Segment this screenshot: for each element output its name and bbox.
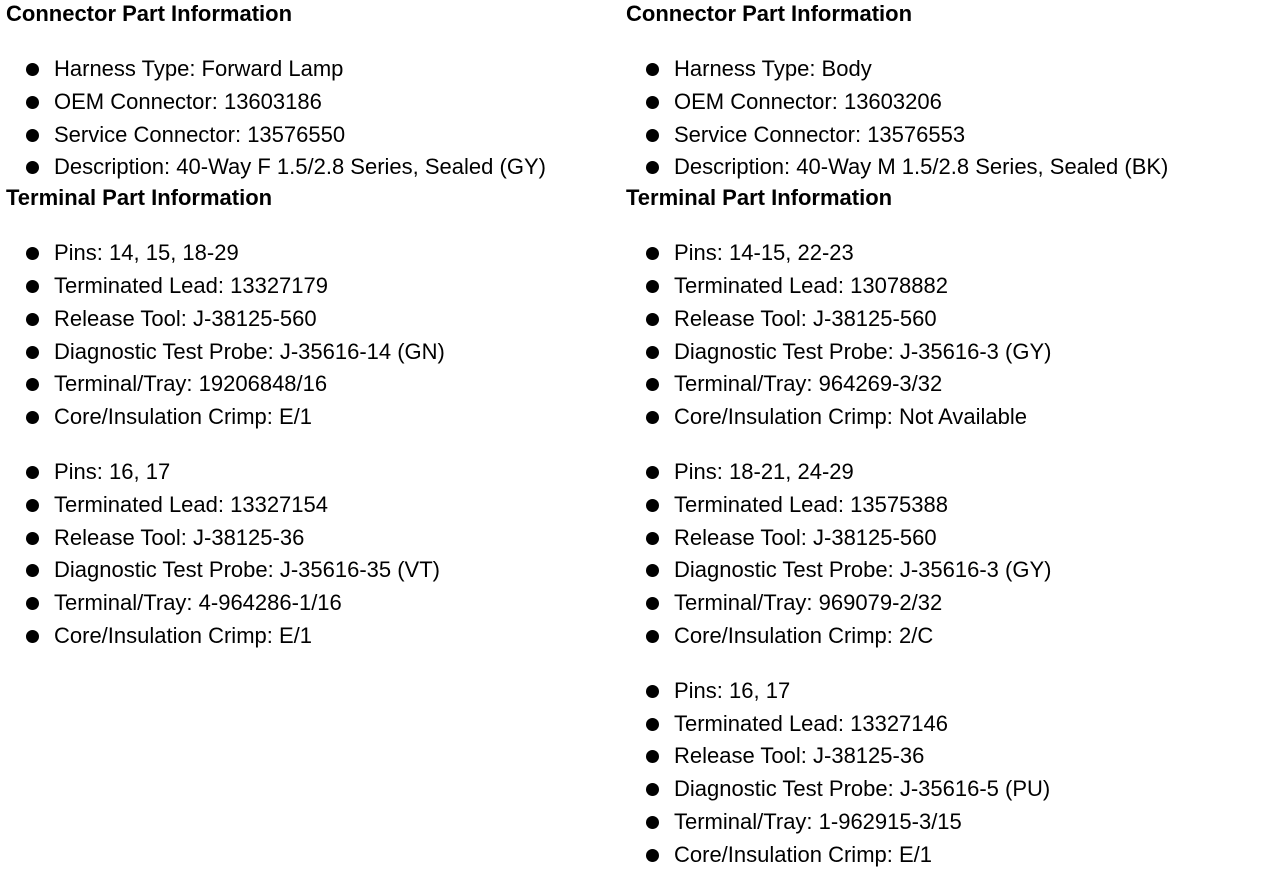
list-item: Release Tool: J-38125-560 [626,522,1256,555]
bullet-icon [26,378,39,391]
list-item: OEM Connector: 13603206 [626,86,1256,119]
list-item: Core/Insulation Crimp: E/1 [6,620,616,653]
bullet-icon [646,346,659,359]
list-item: Diagnostic Test Probe: J-35616-5 (PU) [626,773,1256,806]
list-item: Release Tool: J-38125-560 [626,303,1256,336]
list-item: Release Tool: J-38125-36 [6,522,616,555]
bullet-icon [646,313,659,326]
list-item: Core/Insulation Crimp: 2/C [626,620,1256,653]
bullet-icon [646,750,659,763]
bullet-icon [26,63,39,76]
list-item: Terminated Lead: 13575388 [626,489,1256,522]
list-item: Harness Type: Forward Lamp [6,53,616,86]
list-item: Terminated Lead: 13327179 [6,270,616,303]
connector-list [626,53,1256,184]
bullet-icon [26,597,39,610]
list-item: Terminal/Tray: 4-964286-1/16 [6,587,616,620]
bullet-icon [26,532,39,545]
bullet-icon [646,564,659,577]
bullet-icon [646,161,659,174]
list-item: Description: 40-Way F 1.5/2.8 Series, Sealed (GY) [6,151,616,184]
list-item: Core/Insulation Crimp: E/1 [6,401,616,434]
terminal-heading: Terminal Part Information [6,185,273,211]
bullet-icon [26,161,39,174]
list-item: Diagnostic Test Probe: J-35616-3 (GY) [626,554,1256,587]
bullet-icon [646,783,659,796]
bullet-icon [646,96,659,109]
list-item: Release Tool: J-38125-560 [6,303,616,336]
bullet-icon [646,532,659,545]
list-item: Diagnostic Test Probe: J-35616-14 (GN) [6,336,616,369]
list-item: Pins: 18-21, 24-29 [626,456,1256,489]
list-item: Diagnostic Test Probe: J-35616-35 (VT) [6,554,616,587]
bullet-icon [26,129,39,142]
bullet-icon [646,816,659,829]
bullet-icon [646,466,659,479]
bullet-icon [26,96,39,109]
list-item: Description: 40-Way M 1.5/2.8 Series, Sealed (BK) [626,151,1256,184]
bullet-icon [26,280,39,293]
connector-list [6,53,616,184]
terminal-heading: Terminal Part Information [626,185,893,211]
list-item: Harness Type: Body [626,53,1256,86]
list-item: Diagnostic Test Probe: J-35616-3 (GY) [626,336,1256,369]
bullet-icon [646,247,659,260]
list-item: Terminal/Tray: 1-962915-3/15 [626,806,1256,839]
list-item: Pins: 16, 17 [626,675,1256,708]
bullet-icon [646,718,659,731]
list-item: OEM Connector: 13603186 [6,86,616,119]
terminal-group-list [6,456,616,653]
bullet-icon [646,685,659,698]
bullet-icon [646,597,659,610]
bullet-icon [26,313,39,326]
terminal-group-list [6,237,616,434]
bullet-icon [646,378,659,391]
list-item: Terminal/Tray: 19206848/16 [6,368,616,401]
list-item: Release Tool: J-38125-36 [626,740,1256,773]
bullet-icon [26,499,39,512]
connector-heading: Connector Part Information [626,1,913,26]
list-item: Terminal/Tray: 964269-3/32 [626,368,1256,401]
bullet-icon [646,499,659,512]
terminal-group-list [626,456,1256,653]
list-item: Terminated Lead: 13327154 [6,489,616,522]
bullet-icon [26,564,39,577]
terminal-group-list [626,237,1256,434]
list-item: Pins: 14, 15, 18-29 [6,237,616,270]
list-item: Core/Insulation Crimp: E/1 [626,839,1256,872]
list-item: Core/Insulation Crimp: Not Available [626,401,1256,434]
connector-heading: Connector Part Information [6,1,293,26]
bullet-icon [646,630,659,643]
list-item: Terminal/Tray: 969079-2/32 [626,587,1256,620]
bullet-icon [26,247,39,260]
list-item: Service Connector: 13576553 [626,119,1256,152]
list-item: Pins: 16, 17 [6,456,616,489]
bullet-icon [646,280,659,293]
bullet-icon [646,849,659,862]
bullet-icon [26,466,39,479]
bullet-icon [646,129,659,142]
bullet-icon [26,411,39,424]
bullet-icon [26,630,39,643]
bullet-icon [646,411,659,424]
list-item: Terminated Lead: 13327146 [626,708,1256,741]
list-item: Terminated Lead: 13078882 [626,270,1256,303]
terminal-group-list [626,675,1256,872]
bullet-icon [26,346,39,359]
list-item: Pins: 14-15, 22-23 [626,237,1256,270]
right-column [626,0,1256,872]
list-item: Service Connector: 13576550 [6,119,616,152]
bullet-icon [646,63,659,76]
left-column [6,0,616,653]
